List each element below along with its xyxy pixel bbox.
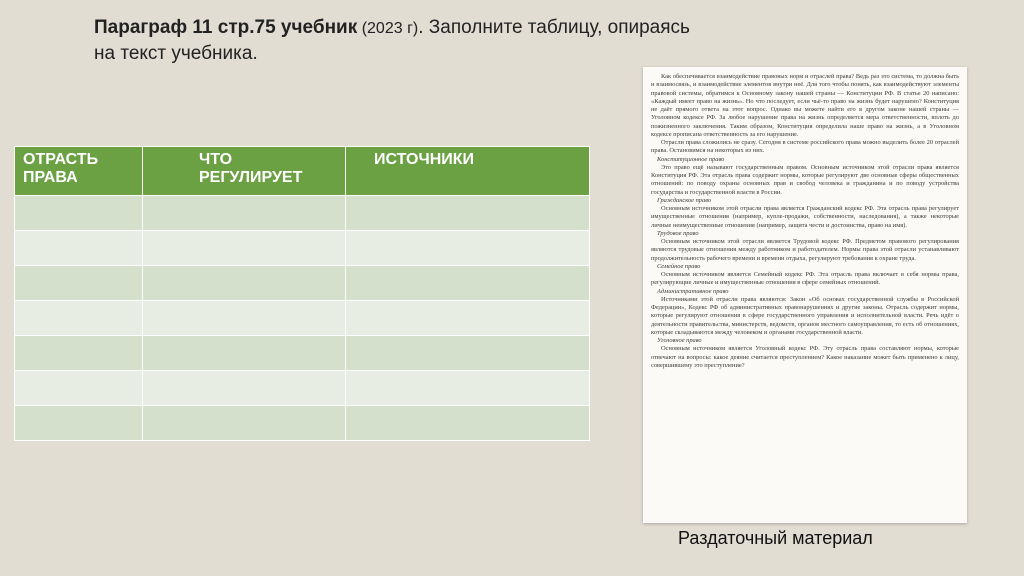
table-cell[interactable] bbox=[346, 196, 590, 231]
table-row bbox=[15, 266, 590, 301]
table-cell[interactable] bbox=[143, 371, 346, 406]
handout-heading: Административное право bbox=[657, 287, 729, 295]
handout-paragraph: Основным источником является Уголовный кодекс РФ. Эту отрасль права составляют нормы, которые отвечают на вопросы: какое деяние считается преступлением? Какое наказание может быть применено к лицу, совершившему это преступление? bbox=[651, 345, 959, 369]
title-rest: . Заполните таблицу, опираясь на текст учебника. bbox=[94, 17, 690, 64]
table-cell[interactable] bbox=[346, 336, 590, 371]
table-row bbox=[15, 406, 590, 441]
handout-paragraph: Источниками этой отрасли права являются: Закон «Об основах государственной службы в Российской Федерации», Кодекс РФ об административных правонарушениях и другие законы. Отрасль содержит нормы, которые регулируют отношения в сфере государственного управления и исполнительной власти. Речь идёт о деятельности правительства, министерств, ведомств, органов местного самоуправления, то есть об отношениях, которые складываются между человеком и органами государственной власти. bbox=[651, 295, 959, 336]
handout-heading: Конституционное право bbox=[657, 155, 725, 163]
table-cell[interactable] bbox=[15, 406, 143, 441]
table-cell[interactable] bbox=[15, 336, 143, 371]
header-branch: ОТРАСТЬ ПРАВА bbox=[15, 147, 143, 196]
worksheet-table bbox=[14, 146, 589, 441]
table-cell[interactable] bbox=[346, 371, 590, 406]
handout-heading: Уголовное право bbox=[657, 337, 702, 344]
handout-paragraph: Основным источником является Семейный кодекс РФ. Эта отрасль права включает в себя нормы права, регулирующие личные и имущественные отношения в сфере семейных отношений. bbox=[651, 271, 959, 287]
table-cell[interactable] bbox=[143, 196, 346, 231]
table-cell[interactable] bbox=[143, 336, 346, 371]
table-cell[interactable] bbox=[15, 301, 143, 336]
title-bold: Параграф 11 стр.75 учебник bbox=[94, 17, 358, 38]
handout-paragraph: Это право ещё называют государственным правом. Основным источником этой отрасли права является Конституция РФ. Эта отрасль права содержит нормы, которые регулируют две основные сферы общественных отношений: по поводу охраны основных прав и свобод человека и гражданина и по поводу устройства государства и государственной власти в России. bbox=[651, 163, 959, 196]
table-cell[interactable] bbox=[143, 301, 346, 336]
table-cell[interactable] bbox=[346, 266, 590, 301]
header-sources: ИСТОЧНИКИ bbox=[346, 147, 590, 196]
table-cell[interactable] bbox=[346, 301, 590, 336]
handout-paragraph: Основным источником этой отрасли является Трудовой кодекс РФ. Предметом правового регулирования являются трудовые отношения между работником и работодателем. Нормы права этой отрасли устанавливают продолжительность рабочего времени и времени отдыха, регулируют требования к охране труда. bbox=[651, 238, 959, 262]
table-cell[interactable] bbox=[143, 231, 346, 266]
table-row bbox=[15, 196, 590, 231]
handout-heading: Гражданское право bbox=[657, 196, 712, 204]
handout-heading: Трудовое право bbox=[657, 229, 699, 237]
handout-paragraph: Основным источником этой отрасли права является Гражданский кодекс РФ. Эта отрасль права регулирует имущественные отношения (например, купле-продажи, собственности, наследования), а также некоторые личные неимущественные отношения (например, защита чести и достоинства, право на имя). bbox=[651, 205, 959, 229]
handout-paragraph: Отрасли права сложились не сразу. Сегодня в системе российского права можно выделить более 20 отраслей права. Остановимся на некоторых из них. bbox=[651, 139, 959, 155]
table-cell[interactable] bbox=[15, 231, 143, 266]
table-cell[interactable] bbox=[346, 406, 590, 441]
title-year: (2023 г) bbox=[357, 20, 419, 37]
handout-paragraph: Как обеспечивается взаимодействие правовых норм и отраслей права? Ведь раз это система, то должна быть и взаимосвязь, и взаимодействие элементов внутри неё. Для того чтобы понять, как взаимодействуют элементы правовой системы, обратимся к Основному закону нашей страны — Конституции РФ. В статье 20 написано: «Каждый имеет право на жизнь». Но что последует, если чьё-то право на жизнь будет нарушено? Конституция не даёт прямого ответа на этот вопрос. Однако вы можете найти его в другом законе нашей страны — Уголовном кодексе РФ. За любое нарушение права на жизнь определяется мера ответственности, вплоть до пожизненного заключения. Таким образом, Конституция определила наше право на жизнь, а в Уголовном кодексе прописана ответственность за его нарушение. bbox=[651, 73, 959, 138]
table-cell[interactable] bbox=[15, 371, 143, 406]
table-cell[interactable] bbox=[15, 196, 143, 231]
table-row bbox=[15, 336, 590, 371]
table-row bbox=[15, 231, 590, 266]
table-row bbox=[15, 301, 590, 336]
table-header-row bbox=[15, 147, 590, 196]
handout-text bbox=[643, 67, 967, 370]
table-row bbox=[15, 371, 590, 406]
handout-caption: Раздаточный материал bbox=[678, 528, 873, 548]
table-cell[interactable] bbox=[143, 406, 346, 441]
slide-title bbox=[94, 15, 714, 66]
table-cell[interactable] bbox=[143, 266, 346, 301]
header-regulates: ЧТО РЕГУЛИРУЕТ bbox=[143, 147, 346, 196]
handout-heading: Семейное право bbox=[657, 262, 701, 270]
table-cell[interactable] bbox=[15, 266, 143, 301]
table-cell[interactable] bbox=[346, 231, 590, 266]
handout-page bbox=[643, 67, 967, 523]
